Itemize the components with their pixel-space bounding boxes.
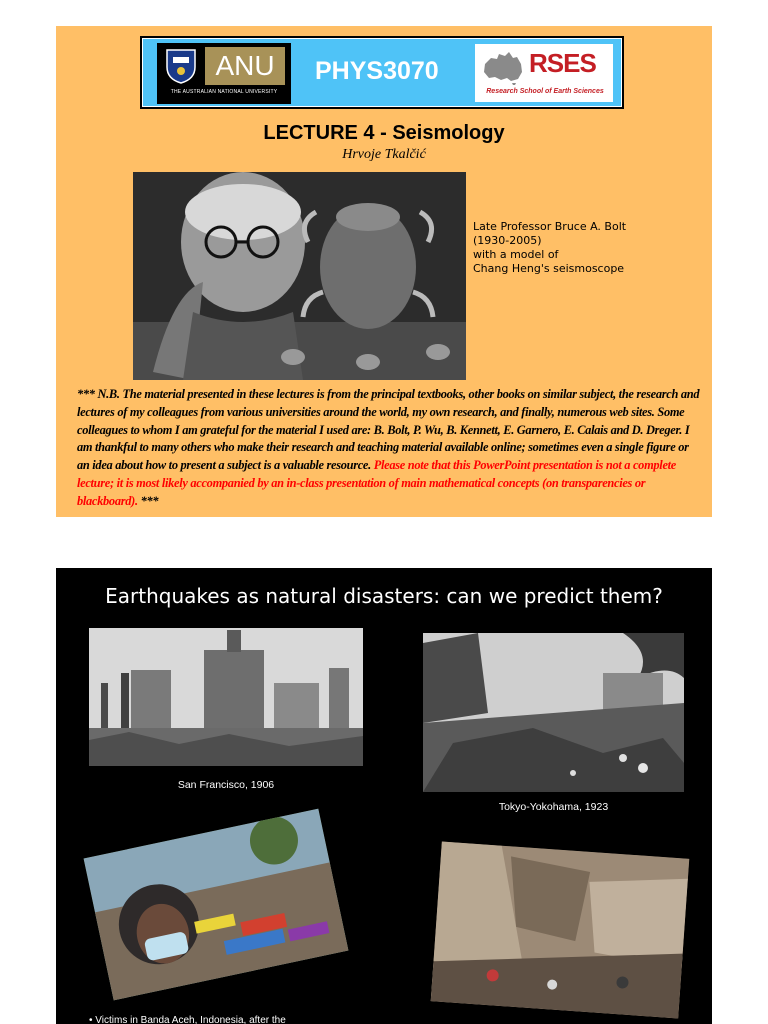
- banda-aceh-photo: [84, 809, 349, 1001]
- caption-line: Late Professor Bruce A. Bolt: [473, 220, 627, 233]
- san-francisco-ruins-illustration: [89, 628, 363, 766]
- note-end-marker: ***: [140, 493, 159, 508]
- lecture-title: LECTURE 4 - Seismology: [263, 122, 505, 144]
- acknowledgement-text: *** N.B. The material presented in these lectures is from the principal textbooks, other books on similar subject, the research and lectures of my colleagues from various universities around the world, my own research, and finally, numerous web sites. Some colleagues to whom I am grateful for the material I used are: B. Bolt, P. Wu, B. Kennett, E. Garnero, E. Calais and D. Dreger. I am thankful to many others who make their research and teaching material available online; sometimes even a single figure or an idea about how to present a subject is a valuable resource.: [77, 387, 700, 473]
- banda-aceh-caption: • Victims in Banda Aceh, Indonesia, after the: [89, 1015, 286, 1024]
- earthquakes-slide: [56, 568, 712, 1024]
- rses-logo-text: RSES: [529, 48, 596, 78]
- anu-crest-icon: [161, 47, 201, 85]
- collapsed-building-illustration: [431, 842, 690, 1019]
- rses-logo-subtitle: Research School of Earth Sciences: [486, 88, 604, 95]
- header-banner: [140, 36, 624, 109]
- tokyo-ruins-illustration: [423, 633, 684, 792]
- caption-line: with a model of: [473, 248, 559, 261]
- tokyo-yokohama-caption: Tokyo-Yokohama, 1923: [498, 801, 609, 813]
- anu-logo-text: ANU: [205, 47, 285, 85]
- author-name: Hrvoje Tkalčić: [342, 147, 426, 162]
- photo-caption: [473, 220, 626, 276]
- anu-logo: [157, 43, 291, 104]
- san-francisco-photo: [89, 628, 363, 766]
- course-code: PHYS3070: [315, 57, 439, 85]
- anu-logo-subtitle: THE AUSTRALIAN NATIONAL UNIVERSITY: [170, 89, 278, 95]
- caption-line: (1930-2005): [473, 234, 542, 247]
- acknowledgement-note: [77, 386, 701, 511]
- banda-aceh-illustration: [84, 809, 349, 1001]
- lecture-title-slide: [56, 26, 712, 517]
- disclaimer-text: Please note that this PowerPoint presentation is not a complete lecture; it is most likely accompanied by an in-class presentation of main mathematical concepts (on transparencies or blackboard).: [77, 458, 676, 508]
- bolt-seismoscope-photo: [133, 172, 466, 380]
- collapsed-building-photo: [431, 842, 690, 1019]
- slide-title: Earthquakes as natural disasters: can we predict them?: [105, 584, 663, 608]
- bolt-photo-illustration: [133, 172, 466, 380]
- tokyo-yokohama-photo: [423, 633, 684, 792]
- rses-logo: [475, 44, 613, 102]
- caption-line: Chang Heng's seismoscope: [473, 262, 625, 275]
- san-francisco-caption: San Francisco, 1906: [177, 779, 275, 791]
- australia-map-icon: [481, 50, 525, 86]
